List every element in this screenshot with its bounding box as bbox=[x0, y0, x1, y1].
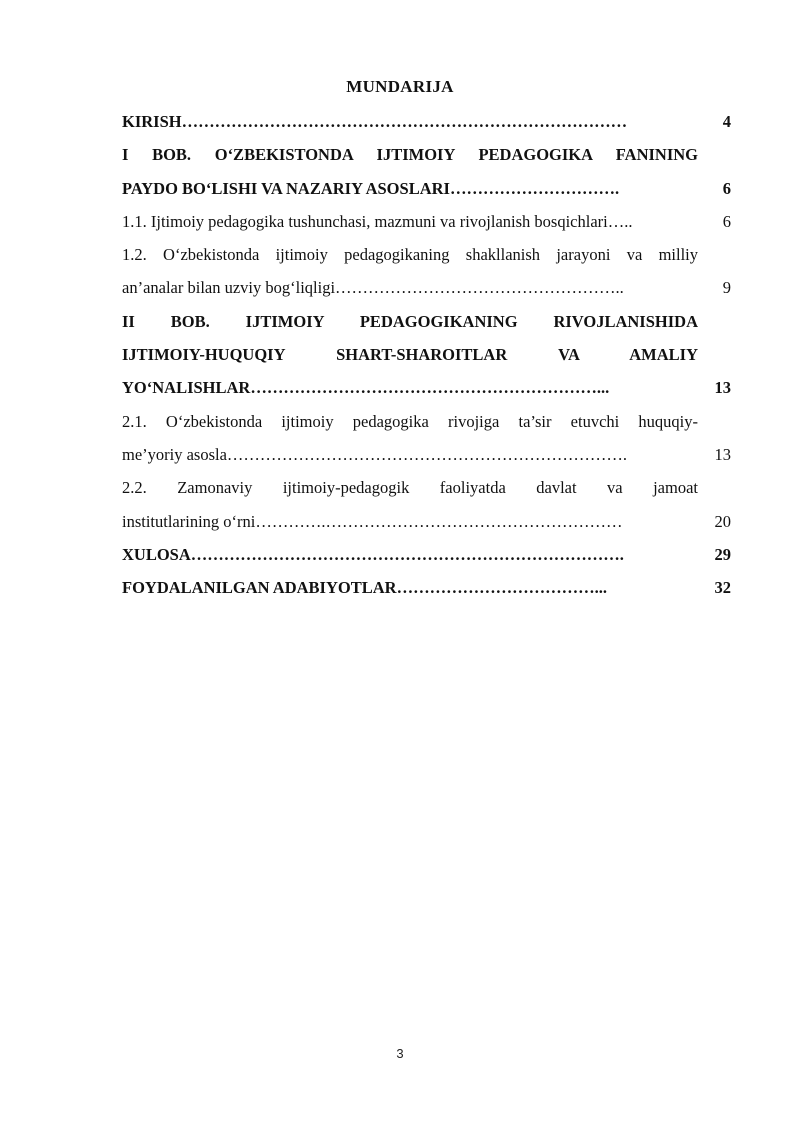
toc-entry-label: me’yoriy asosla………………………………………………………………. bbox=[122, 444, 628, 464]
toc-entry-1-2-line1[interactable] bbox=[122, 238, 734, 271]
toc-entry-2-1-line1[interactable] bbox=[122, 405, 734, 438]
toc-entry-label: KIRISH……………………………………………………………………… bbox=[122, 112, 628, 131]
toc-entry-page: 20 bbox=[714, 511, 731, 531]
table-of-contents bbox=[122, 105, 734, 604]
toc-entry-label: 2.2. Zamonaviy ijtimoiy-pedagogik faoliyatda davlat va jamoat bbox=[122, 478, 698, 498]
toc-entry-2-2-line2[interactable] bbox=[122, 505, 734, 538]
toc-entry-label: FOYDALANILGAN ADABIYOTLAR………………………………... bbox=[122, 578, 607, 598]
toc-entry-kirish[interactable] bbox=[122, 105, 734, 138]
toc-entry-2-2-line1[interactable] bbox=[122, 471, 734, 504]
toc-entry-page: 29 bbox=[714, 544, 731, 564]
toc-entry-page: 13 bbox=[714, 378, 731, 398]
toc-entry-bob2-line2[interactable] bbox=[122, 338, 734, 371]
toc-entry-label: IJTIMOIY-HUQUQIY SHART-SHAROITLAR VA AMALIY bbox=[122, 345, 698, 365]
toc-entry-page: 9 bbox=[722, 278, 731, 298]
page-number: 3 bbox=[396, 1046, 404, 1061]
toc-entry-page: 4 bbox=[722, 112, 731, 131]
toc-entry-label: XULOSA……………………………………………………………………. bbox=[122, 544, 624, 564]
toc-entry-label: an’analar bilan uzviy bog‘liqligi…………………………………………….. bbox=[122, 278, 624, 298]
toc-entry-label: institutlarining o‘rni………….……………………………………………… bbox=[122, 511, 623, 531]
toc-entry-1-1[interactable] bbox=[122, 205, 734, 238]
toc-entry-label: 2.1. O‘zbekistonda ijtimoiy pedagogika rivojiga ta’sir etuvchi huquqiy- bbox=[122, 411, 698, 431]
toc-entry-bob1-line2[interactable] bbox=[122, 172, 734, 205]
toc-entry-2-1-line2[interactable] bbox=[122, 438, 734, 471]
toc-entry-label: YO‘NALISHLAR………………………………………………………... bbox=[122, 378, 610, 398]
toc-entry-bob2-line1[interactable] bbox=[122, 305, 734, 338]
toc-entry-1-2-line2[interactable] bbox=[122, 271, 734, 304]
toc-entry-adabiyotlar[interactable] bbox=[122, 571, 734, 604]
toc-entry-label: 1.2. O‘zbekistonda ijtimoiy pedagogikaning shakllanish jarayoni va milliy bbox=[122, 245, 698, 265]
toc-entry-page: 13 bbox=[714, 444, 731, 464]
toc-entry-bob1-line1[interactable] bbox=[122, 138, 734, 171]
toc-entry-xulosa[interactable] bbox=[122, 538, 734, 571]
toc-entry-label: II BOB. IJTIMOIY PEDAGOGIKANING RIVOJLANISHIDA bbox=[122, 311, 698, 331]
page-title: MUNDARIJA bbox=[346, 77, 454, 96]
toc-entry-bob2-line3[interactable] bbox=[122, 371, 734, 404]
toc-entry-page: 6 bbox=[722, 178, 731, 198]
toc-entry-label: 1.1. Ijtimoiy pedagogika tushunchasi, mazmuni va rivojlanish bosqichlari….. bbox=[122, 211, 633, 231]
toc-entry-page: 32 bbox=[714, 578, 731, 598]
toc-entry-label: PAYDO BO‘LISHI VA NAZARIY ASOSLARI…………………………. bbox=[122, 178, 620, 198]
toc-entry-label: I BOB. O‘ZBEKISTONDA IJTIMOIY PEDAGOGIKA FANINING bbox=[122, 145, 698, 165]
toc-entry-page: 6 bbox=[722, 211, 731, 231]
